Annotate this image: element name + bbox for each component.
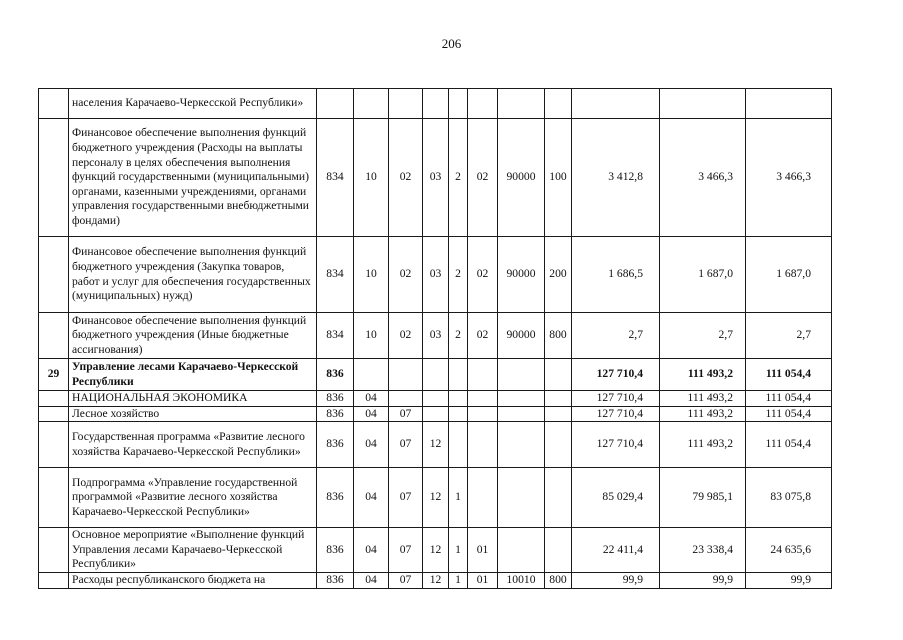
table-row [39, 528, 832, 573]
measure-code-cell [468, 391, 498, 407]
subprogram-code-cell: 1 [449, 468, 468, 528]
program-code-cell: 03 [423, 119, 449, 237]
measure-code-cell [468, 422, 498, 468]
item-name-cell: населения Карачаево-Черкесской Республики» [69, 89, 317, 119]
department-code-cell: 834 [317, 119, 354, 237]
expense-type-cell [545, 422, 572, 468]
section-code-cell: 04 [354, 422, 389, 468]
amount-year-1-cell: 3 412,8 [572, 119, 660, 237]
expense-type-cell: 100 [545, 119, 572, 237]
program-code-cell [423, 359, 449, 391]
measure-code-cell [468, 406, 498, 422]
subsection-code-cell: 02 [389, 313, 423, 359]
table-row [39, 468, 832, 528]
section-code-cell: 04 [354, 528, 389, 573]
row-number-cell [39, 313, 69, 359]
department-code-cell [317, 89, 354, 119]
row-number-cell [39, 422, 69, 468]
measure-code-cell [468, 89, 498, 119]
subprogram-code-cell: 2 [449, 313, 468, 359]
subprogram-code-cell: 1 [449, 528, 468, 573]
measure-code-cell [468, 359, 498, 391]
program-code-cell: 12 [423, 572, 449, 588]
measure-code-cell: 02 [468, 237, 498, 313]
section-code-cell: 04 [354, 468, 389, 528]
program-code-cell: 03 [423, 237, 449, 313]
subsection-code-cell: 07 [389, 572, 423, 588]
expense-type-cell [545, 359, 572, 391]
row-number-cell [39, 528, 69, 573]
row-number-cell [39, 89, 69, 119]
subsection-code-cell: 07 [389, 468, 423, 528]
row-number-cell [39, 406, 69, 422]
row-number-cell [39, 119, 69, 237]
amount-year-2-cell: 23 338,4 [660, 528, 746, 573]
subprogram-code-cell: 2 [449, 237, 468, 313]
row-number-cell: 29 [39, 359, 69, 391]
subprogram-code-cell [449, 406, 468, 422]
subprogram-code-cell [449, 89, 468, 119]
table-row [39, 406, 832, 422]
amount-year-2-cell: 111 493,2 [660, 359, 746, 391]
section-code-cell: 04 [354, 406, 389, 422]
amount-year-2-cell: 111 493,2 [660, 406, 746, 422]
amount-year-1-cell: 127 710,4 [572, 422, 660, 468]
direction-code-cell [498, 422, 545, 468]
direction-code-cell [498, 89, 545, 119]
row-number-cell [39, 468, 69, 528]
department-code-cell: 836 [317, 528, 354, 573]
program-code-cell [423, 406, 449, 422]
budget-table-body [39, 89, 832, 589]
program-code-cell: 12 [423, 468, 449, 528]
measure-code-cell: 02 [468, 119, 498, 237]
amount-year-3-cell: 111 054,4 [746, 359, 832, 391]
department-code-cell: 834 [317, 313, 354, 359]
subprogram-code-cell: 1 [449, 572, 468, 588]
item-name-cell: Расходы республиканского бюджета на [69, 572, 317, 588]
table-row [39, 359, 832, 391]
expense-type-cell [545, 468, 572, 528]
item-name-cell: Управление лесами Карачаево-Черкесской Республики [69, 359, 317, 391]
amount-year-3-cell: 83 075,8 [746, 468, 832, 528]
amount-year-1-cell: 127 710,4 [572, 391, 660, 407]
subsection-code-cell: 02 [389, 237, 423, 313]
row-number-cell [39, 572, 69, 588]
row-number-cell [39, 237, 69, 313]
expense-type-cell: 800 [545, 572, 572, 588]
department-code-cell: 836 [317, 468, 354, 528]
direction-code-cell [498, 406, 545, 422]
department-code-cell: 836 [317, 422, 354, 468]
amount-year-3-cell: 24 635,6 [746, 528, 832, 573]
amount-year-2-cell: 111 493,2 [660, 422, 746, 468]
amount-year-2-cell: 2,7 [660, 313, 746, 359]
table-row [39, 89, 832, 119]
program-code-cell: 12 [423, 422, 449, 468]
amount-year-1-cell: 127 710,4 [572, 359, 660, 391]
section-code-cell: 10 [354, 237, 389, 313]
table-row [39, 119, 832, 237]
table-row [39, 572, 832, 588]
table-row [39, 391, 832, 407]
section-code-cell [354, 89, 389, 119]
section-code-cell [354, 359, 389, 391]
direction-code-cell [498, 359, 545, 391]
table-row [39, 237, 832, 313]
table-row [39, 422, 832, 468]
subprogram-code-cell [449, 391, 468, 407]
row-number-cell [39, 391, 69, 407]
department-code-cell: 836 [317, 406, 354, 422]
item-name-cell: НАЦИОНАЛЬНАЯ ЭКОНОМИКА [69, 391, 317, 407]
department-code-cell: 836 [317, 391, 354, 407]
amount-year-3-cell: 111 054,4 [746, 406, 832, 422]
subsection-code-cell [389, 391, 423, 407]
measure-code-cell: 01 [468, 528, 498, 573]
amount-year-2-cell: 79 985,1 [660, 468, 746, 528]
section-code-cell: 10 [354, 119, 389, 237]
expense-type-cell: 800 [545, 313, 572, 359]
budget-table [38, 88, 832, 589]
section-code-cell: 10 [354, 313, 389, 359]
amount-year-3-cell [746, 89, 832, 119]
subsection-code-cell [389, 89, 423, 119]
section-code-cell: 04 [354, 572, 389, 588]
subsection-code-cell: 07 [389, 528, 423, 573]
page-number: 206 [441, 36, 462, 51]
measure-code-cell: 01 [468, 572, 498, 588]
expense-type-cell [545, 406, 572, 422]
subsection-code-cell: 07 [389, 422, 423, 468]
item-name-cell: Подпрограмма «Управление государственной программой «Развитие лесного хозяйства Карачаево-Черкесской Республики» [69, 468, 317, 528]
measure-code-cell: 02 [468, 313, 498, 359]
item-name-cell: Основное мероприятие «Выполнение функций Управления лесами Карачаево-Черкесской Республики» [69, 528, 317, 573]
expense-type-cell: 200 [545, 237, 572, 313]
measure-code-cell [468, 468, 498, 528]
amount-year-3-cell: 111 054,4 [746, 422, 832, 468]
expense-type-cell [545, 528, 572, 573]
table-row [39, 313, 832, 359]
amount-year-3-cell: 111 054,4 [746, 391, 832, 407]
amount-year-1-cell: 2,7 [572, 313, 660, 359]
amount-year-1-cell: 22 411,4 [572, 528, 660, 573]
item-name-cell: Финансовое обеспечение выполнения функций бюджетного учреждения (Расходы на выплаты персоналу в целях обеспечения выполнения функций государственными (муниципальными) органами, казенными учреждениями, органами управления государственными внебюджетными фондами) [69, 119, 317, 237]
item-name-cell: Государственная программа «Развитие лесного хозяйства Карачаево-Черкесской Республики» [69, 422, 317, 468]
amount-year-1-cell: 1 686,5 [572, 237, 660, 313]
expense-type-cell [545, 391, 572, 407]
amount-year-1-cell: 85 029,4 [572, 468, 660, 528]
program-code-cell: 12 [423, 528, 449, 573]
subprogram-code-cell [449, 422, 468, 468]
amount-year-3-cell: 2,7 [746, 313, 832, 359]
program-code-cell [423, 391, 449, 407]
subprogram-code-cell [449, 359, 468, 391]
department-code-cell: 836 [317, 572, 354, 588]
amount-year-2-cell: 99,9 [660, 572, 746, 588]
amount-year-3-cell: 99,9 [746, 572, 832, 588]
expense-type-cell [545, 89, 572, 119]
amount-year-2-cell [660, 89, 746, 119]
subsection-code-cell: 02 [389, 119, 423, 237]
subprogram-code-cell: 2 [449, 119, 468, 237]
direction-code-cell [498, 391, 545, 407]
program-code-cell [423, 89, 449, 119]
department-code-cell: 836 [317, 359, 354, 391]
direction-code-cell: 90000 [498, 237, 545, 313]
direction-code-cell: 90000 [498, 119, 545, 237]
item-name-cell: Финансовое обеспечение выполнения функций бюджетного учреждения (Закупка товаров, работ и услуг для обеспечения государственных (муниципальных) нужд) [69, 237, 317, 313]
subsection-code-cell [389, 359, 423, 391]
amount-year-2-cell: 3 466,3 [660, 119, 746, 237]
amount-year-1-cell: 99,9 [572, 572, 660, 588]
amount-year-2-cell: 1 687,0 [660, 237, 746, 313]
direction-code-cell [498, 468, 545, 528]
direction-code-cell: 90000 [498, 313, 545, 359]
direction-code-cell: 10010 [498, 572, 545, 588]
amount-year-1-cell [572, 89, 660, 119]
amount-year-3-cell: 1 687,0 [746, 237, 832, 313]
item-name-cell: Финансовое обеспечение выполнения функций бюджетного учреждения (Иные бюджетные ассигнования) [69, 313, 317, 359]
amount-year-1-cell: 127 710,4 [572, 406, 660, 422]
item-name-cell: Лесное хозяйство [69, 406, 317, 422]
section-code-cell: 04 [354, 391, 389, 407]
program-code-cell: 03 [423, 313, 449, 359]
amount-year-3-cell: 3 466,3 [746, 119, 832, 237]
subsection-code-cell: 07 [389, 406, 423, 422]
department-code-cell: 834 [317, 237, 354, 313]
direction-code-cell [498, 528, 545, 573]
amount-year-2-cell: 111 493,2 [660, 391, 746, 407]
